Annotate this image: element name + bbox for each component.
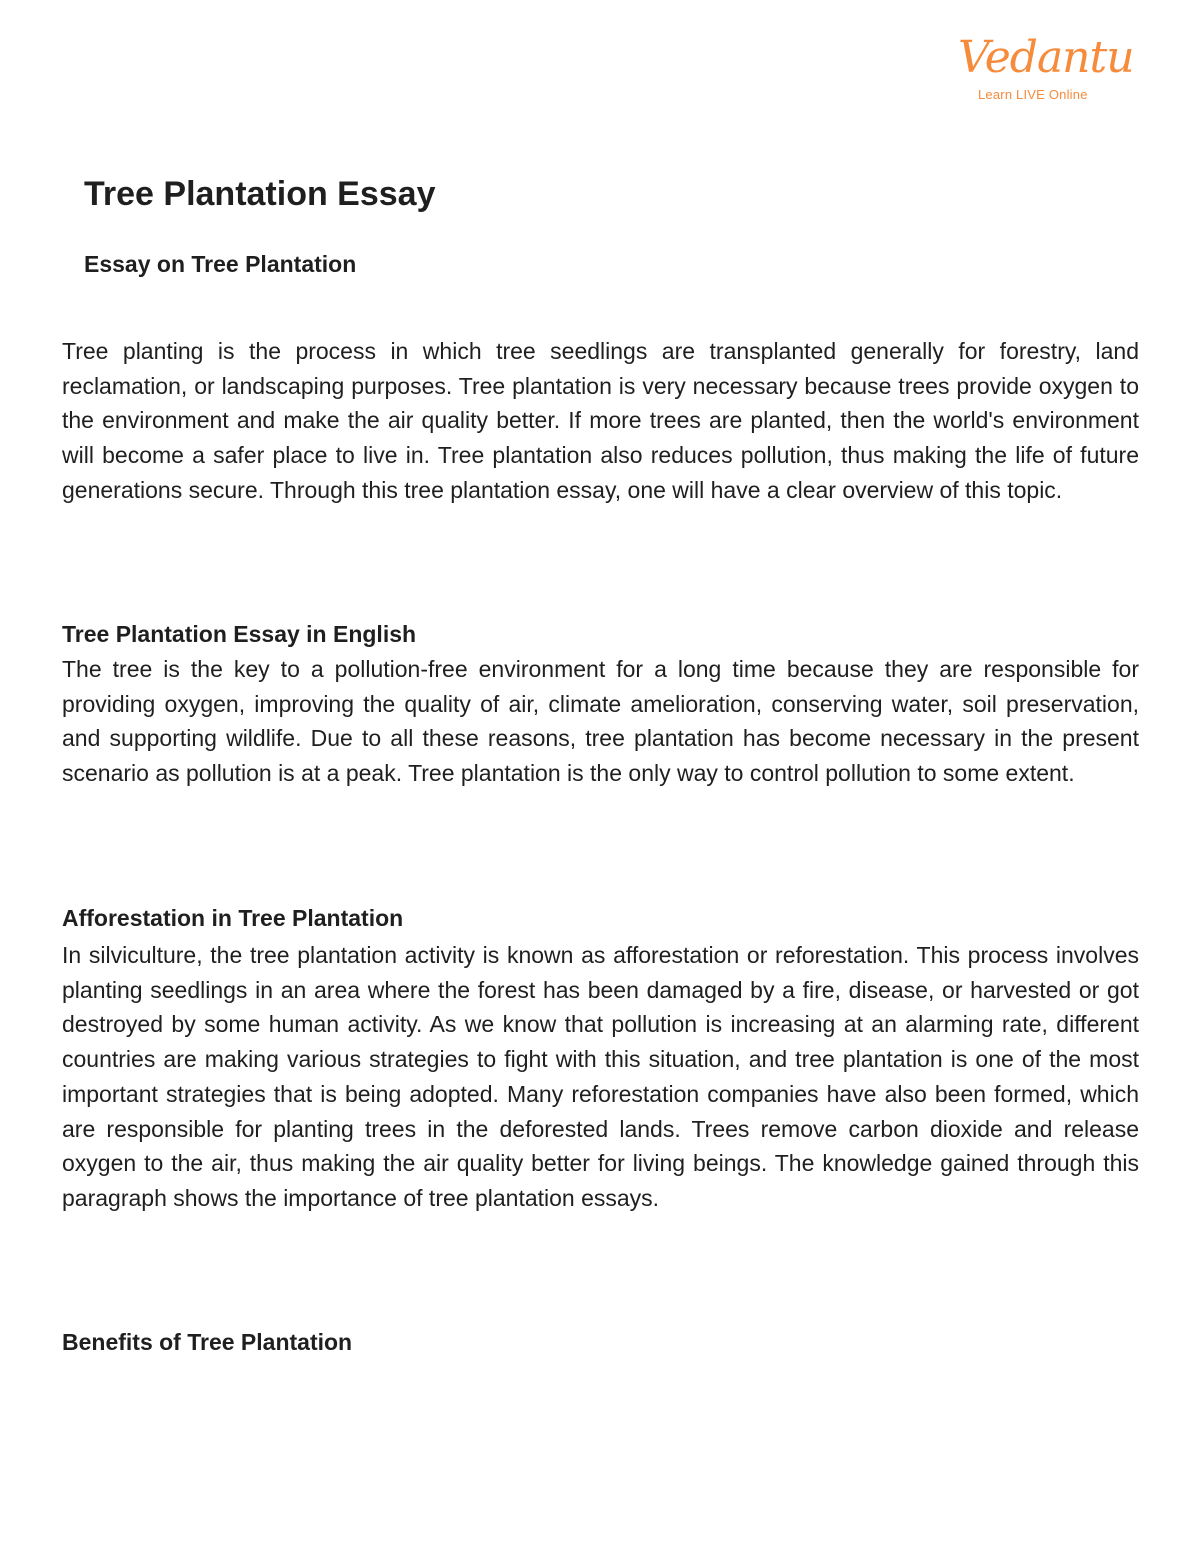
page-title: Tree Plantation Essay xyxy=(84,175,436,213)
page-subtitle: Essay on Tree Plantation xyxy=(84,251,357,277)
brand-logo xyxy=(954,28,1134,108)
brand-logo-wordmark: Vedantu xyxy=(958,32,1134,83)
section-body-afforestation: In silviculture, the tree plantation activity is known as afforestation or reforestation. This process involves planting seedlings in an area where the forest has been damaged by a fire, disease, or harvested or got destroyed by some human activity. As we know that pollution is increasing at an alarming rate, different countries are making various strategies to fight with this situation, and tree plantation is one of the most important strategies that is being adopted. Many reforestation companies have also been formed, which are responsible for planting trees in the deforested lands. Trees remove carbon dioxide and release oxygen to the air, thus making the air quality better for living beings. The knowledge gained through this paragraph shows the importance of tree plantation essays. xyxy=(62,942,1139,1211)
section-heading-afforestation: Afforestation in Tree Plantation xyxy=(62,905,404,931)
intro-paragraph: Tree planting is the process in which tree seedlings are transplanted generally for forestry, land reclamation, or landscaping purposes. Tree plantation is very necessary because trees provide oxygen to the environment and make the air quality better. If more trees are planted, then the world's environment will become a safer place to live in. Tree plantation also reduces pollution, thus making the life of future generations secure. Through this tree plantation essay, one will have a clear overview of this topic. xyxy=(62,338,1139,503)
section-body-english: The tree is the key to a pollution-free environment for a long time because they are responsible for providing oxygen, improving the quality of air, climate amelioration, conserving water, soil preservation, and supporting wildlife. Due to all these reasons, tree plantation has become necessary in the present scenario as pollution is at a peak. Tree plantation is the only way to control pollution to some extent. xyxy=(62,656,1139,787)
section-heading-benefits: Benefits of Tree Plantation xyxy=(62,1329,353,1355)
brand-logo-tagline: Learn LIVE Online xyxy=(978,87,1088,102)
section-heading-english: Tree Plantation Essay in English xyxy=(62,621,417,647)
